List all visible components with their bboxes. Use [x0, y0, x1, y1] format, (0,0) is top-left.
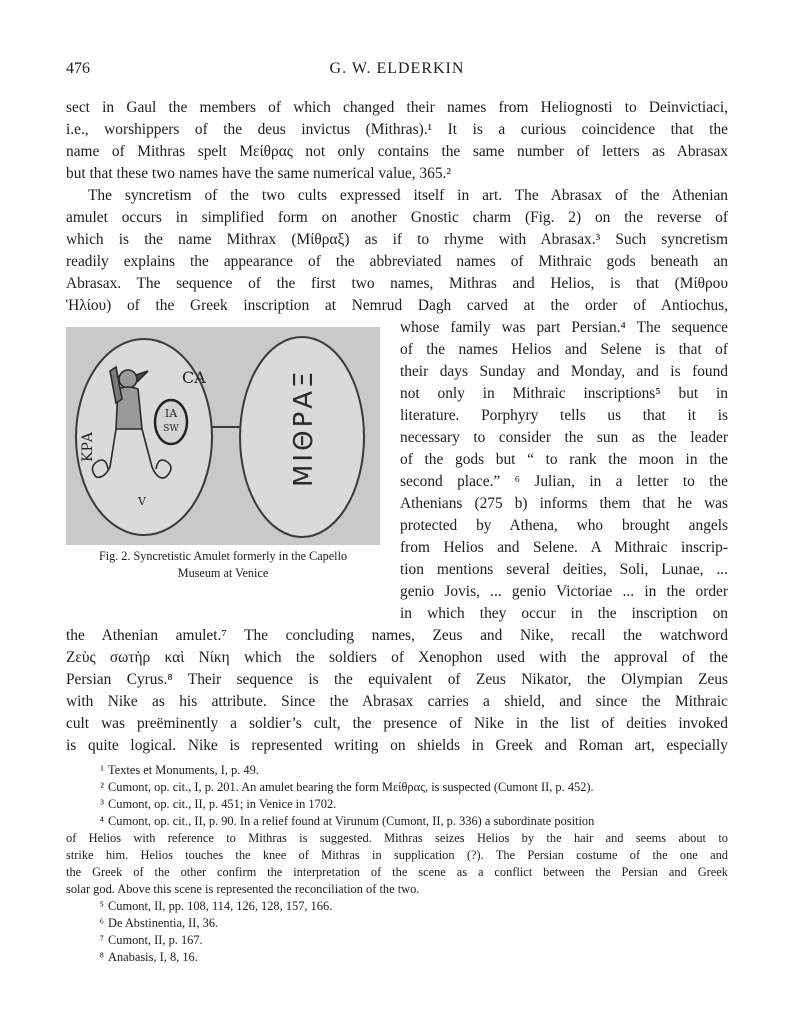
column-line: whose family was part Persian.⁴ The sequence — [400, 319, 728, 336]
amulet-figure — [66, 327, 380, 545]
footnote-continuation: solar god. Above this scene is represented the reconciliation of the two. — [66, 882, 420, 896]
footnote: ¹ Textes et Monuments, I, p. 49. — [100, 763, 259, 777]
column-line: second place.” ⁶ Julian, in a letter to the — [400, 473, 728, 490]
body-line: the Athenian amulet.⁷ The concluding names, Zeus and Nike, recall the watchword — [66, 627, 728, 644]
body-line: i.e., worshippers of the deus invictus (Mithras).¹ It is a curious coincidence that the — [66, 121, 728, 138]
caption-line: Fig. 2. Syncretistic Amulet formerly in the Capello — [98, 549, 348, 563]
body-line: with Nike as his attribute. Since the Abrasax carries a shield, and since the Mithraic — [66, 693, 728, 710]
obverse-text-bottom: V — [138, 495, 146, 508]
shield-text-2: SW — [163, 424, 179, 434]
column-line: not only in Mithraic inscriptions⁵ but in — [400, 385, 728, 402]
obverse-text-right: CA — [182, 368, 206, 387]
column-line: their days Sunday and Monday, and is found — [400, 363, 728, 380]
body-line: Ζεὺς σωτὴρ καὶ Νίκη which the soldiers of Xenophon used with the approval of the — [66, 649, 728, 666]
footnote-continuation: strike him. Helios touches the knee of Mithras in supplication (?). The Persian costume of the one and — [66, 848, 728, 862]
body-line: The syncretism of the two cults expressed itself in art. The Abrasax of the Athenian — [88, 187, 728, 204]
body-line: is quite logical. Nike is represented writing on shields in Greek and Roman art, especially — [66, 737, 728, 754]
body-line: sect in Gaul the members of which changed their names from Heliognosti to Deinvictiaci, — [66, 99, 728, 116]
column-line: in which they occur in the inscription on — [400, 605, 728, 622]
footnote-continuation: the Greek of the other confirm the interpretation of the scene as a conflict between the Persian and Greek — [66, 865, 728, 879]
footnote: ⁵ Cumont, II, pp. 108, 114, 126, 128, 157, 166. — [99, 899, 333, 913]
body-line: amulet occurs in simplified form on another Gnostic charm (Fig. 2) on the reverse of — [66, 209, 728, 226]
column-line: tion mentions several deities, Soli, Lunae, ... — [400, 561, 728, 578]
column-line: Athenians (275 b) informs them that he was — [400, 495, 728, 512]
footnote: ⁶ De Abstinentia, II, 36. — [99, 916, 219, 930]
column-line: of the gods but “ to rank the moon in the — [400, 451, 728, 468]
body-line: Persian Cyrus.⁸ Their sequence is the equivalent of Zeus Nikator, the Olympian Zeus — [66, 671, 728, 688]
column-line: literature. Porphyry tells us that it is — [400, 407, 728, 424]
page-header — [66, 60, 728, 84]
body-line: name of Mithras spelt Μείθρας not only contains the same number of letters as Abrasax — [66, 143, 728, 160]
column-line: necessary to consider the sun as the leader — [400, 429, 728, 446]
column-line: protected by Athena, who brought angels — [400, 517, 728, 534]
body-line: which is the name Mithrax (Μίθραξ) as if to rhyme with Abrasax.³ Such syncretism — [66, 231, 728, 248]
body-line: Abrasax. The sequence of the first two names, Mithras and Helios, is that (Μίθρου — [66, 275, 728, 292]
footnote: ⁸ Anabasis, I, 8, 16. — [99, 950, 198, 964]
column-line: genio Jovis, ... genio Victoriae ... in the order — [400, 583, 728, 600]
column-line: from Helios and Selene. A Mithraic inscrip- — [400, 539, 728, 556]
footnote: ³ Cumont, op. cit., II, p. 451; in Venice in 1702. — [100, 797, 337, 811]
shield-text: ΙΑ — [164, 407, 178, 420]
running-head: G. W. ELDERKIN — [329, 60, 465, 77]
body-line: cult was preëminently a soldier’s cult, the presence of Nike in the list of deities invoked — [66, 715, 728, 732]
footnote: ² Cumont, op. cit., I, p. 201. An amulet bearing the form Μείθρας, is suspected (Cumont II, p. 452). — [100, 780, 594, 794]
page-number: 476 — [66, 60, 90, 77]
footnote: ⁴ Cumont, op. cit., II, p. 90. In a relief found at Virunum (Cumont, II, p. 336) a subordinate position — [99, 814, 595, 828]
body-line: readily explains the appearance of the abbreviated names of Mithraic gods beneath an — [66, 253, 728, 270]
column-line: of the names Helios and Selene is that of — [400, 341, 728, 358]
figure-caption — [66, 548, 380, 582]
reverse-text: ΜΙΘΡΑΞ — [289, 368, 319, 487]
footnote: ⁷ Cumont, II, p. 167. — [99, 933, 203, 947]
footnote-continuation: of Helios with reference to Mithras is suggested. Mithras seizes Helios by the hair and seems about to — [66, 831, 728, 845]
body-line: Ἡλίου) of the Greek inscription at Nemrud Dagh carved at the order of Antiochus, — [66, 297, 728, 314]
caption-line: Museum at Venice — [177, 566, 269, 580]
obverse-text-left: ΚΡΑ — [80, 432, 96, 462]
amulet-drawing — [66, 327, 380, 545]
body-line: but that these two names have the same numerical value, 365.² — [66, 165, 451, 182]
